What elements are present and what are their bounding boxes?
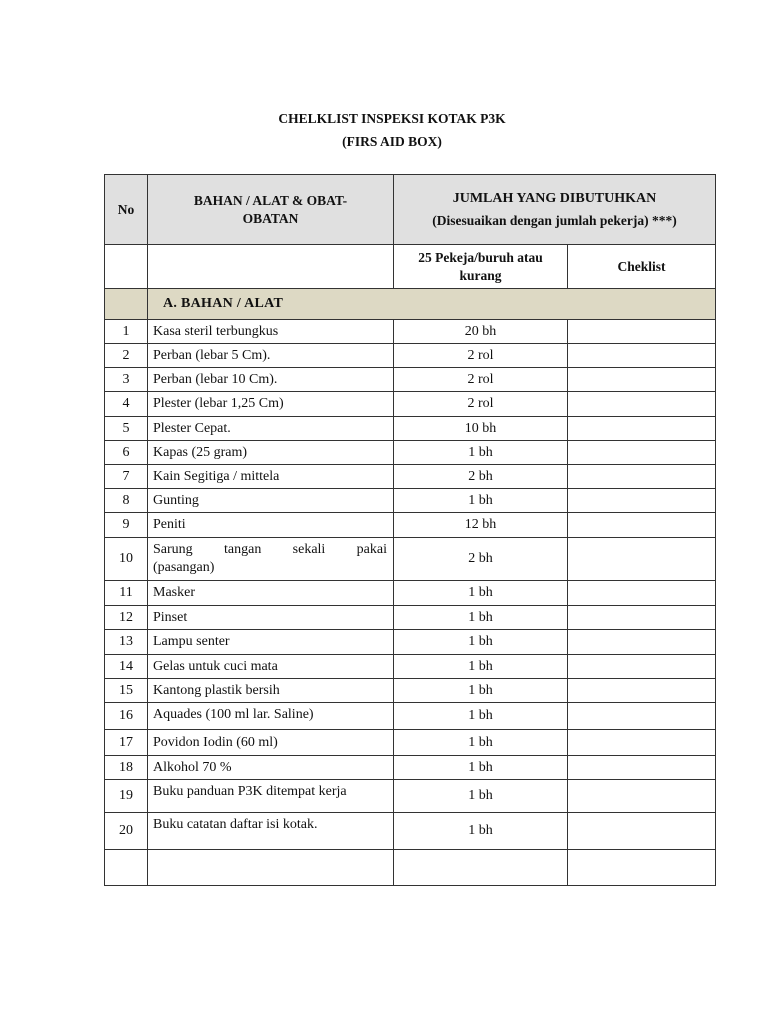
row-item: Gunting (148, 489, 394, 513)
table-row (105, 606, 716, 630)
row-no: 2 (105, 344, 148, 368)
header-no: No (105, 175, 148, 245)
row-check-cell[interactable] (568, 679, 716, 703)
table-row (105, 813, 716, 850)
table-row (105, 392, 716, 417)
row-item: Buku panduan P3K ditempat kerja (148, 780, 394, 813)
section-empty-no (105, 289, 148, 320)
row-qty: 1 bh (394, 606, 568, 630)
row-qty: 1 bh (394, 756, 568, 780)
table-row (105, 441, 716, 465)
row-qty: 1 bh (394, 655, 568, 679)
row-qty: 1 bh (394, 703, 568, 730)
row-item: Masker (148, 581, 394, 606)
row-item-word: sekali (292, 542, 326, 557)
table-row (105, 581, 716, 606)
row-item: Pinset (148, 606, 394, 630)
header-required-note: (Disesuaikan dengan jumlah pekerja) ***) (432, 212, 677, 228)
row-check-cell[interactable] (568, 655, 716, 679)
row-item: Buku catatan daftar isi kotak. (148, 813, 394, 850)
document-title-block (0, 107, 768, 153)
header-required (394, 175, 716, 245)
subheader-empty-item (148, 245, 394, 289)
table-row (105, 417, 716, 441)
row-no: 4 (105, 392, 148, 417)
row-item: Perban (lebar 5 Cm). (148, 344, 394, 368)
row-item: Kasa steril terbungkus (148, 320, 394, 344)
row-no: 8 (105, 489, 148, 513)
row-qty: 1 bh (394, 730, 568, 756)
header-item-line2: OBATAN (242, 210, 299, 226)
empty-cell (394, 850, 568, 886)
table-row-empty (105, 850, 716, 886)
row-item: Kapas (25 gram) (148, 441, 394, 465)
section-a-label: A. BAHAN / ALAT (148, 289, 716, 320)
table-row (105, 368, 716, 392)
table-row (105, 630, 716, 655)
empty-cell (105, 850, 148, 886)
row-no: 14 (105, 655, 148, 679)
subheader-empty-no (105, 245, 148, 289)
table-row (105, 703, 716, 730)
row-check-cell[interactable] (568, 441, 716, 465)
row-qty: 20 bh (394, 320, 568, 344)
document-title: CHELKLIST INSPEKSI KOTAK P3K (278, 111, 506, 126)
row-item: Peniti (148, 513, 394, 538)
row-item-word: tangan (224, 542, 262, 557)
row-check-cell[interactable] (568, 630, 716, 655)
row-check-cell[interactable] (568, 489, 716, 513)
row-item: Plester (lebar 1,25 Cm) (148, 392, 394, 417)
row-check-cell[interactable] (568, 320, 716, 344)
row-item: Alkohol 70 % (148, 756, 394, 780)
row-item: Povidon Iodin (60 ml) (148, 730, 394, 756)
table-row (105, 320, 716, 344)
row-check-cell[interactable] (568, 606, 716, 630)
table-row (105, 655, 716, 679)
row-no: 7 (105, 465, 148, 489)
row-qty: 12 bh (394, 513, 568, 538)
row-no: 9 (105, 513, 148, 538)
table-row (105, 756, 716, 780)
section-row (105, 289, 716, 320)
row-check-cell[interactable] (568, 538, 716, 581)
table-subheader-row (105, 245, 716, 289)
table-row (105, 730, 716, 756)
row-qty: 2 bh (394, 465, 568, 489)
row-check-cell[interactable] (568, 780, 716, 813)
document-subtitle: (FIRS AID BOX) (342, 134, 442, 149)
row-qty: 1 bh (394, 813, 568, 850)
row-qty: 2 bh (394, 538, 568, 581)
row-qty: 2 rol (394, 344, 568, 368)
row-no: 1 (105, 320, 148, 344)
subheader-workers-line1: 25 Pekeja/buruh atau (418, 249, 543, 265)
row-no: 20 (105, 813, 148, 850)
row-check-cell[interactable] (568, 581, 716, 606)
row-qty: 1 bh (394, 581, 568, 606)
row-item: Plester Cepat. (148, 417, 394, 441)
row-no: 3 (105, 368, 148, 392)
row-item: Lampu senter (148, 630, 394, 655)
row-no: 11 (105, 581, 148, 606)
table-row (105, 344, 716, 368)
table-row (105, 465, 716, 489)
row-no: 10 (105, 538, 148, 581)
row-qty: 2 rol (394, 392, 568, 417)
row-qty: 1 bh (394, 489, 568, 513)
row-item: Kain Segitiga / mittela (148, 465, 394, 489)
row-item-word: Sarung (153, 542, 193, 557)
row-item-line1 (153, 541, 387, 559)
row-qty: 1 bh (394, 441, 568, 465)
subheader-checklist: Cheklist (568, 245, 716, 289)
row-check-cell[interactable] (568, 344, 716, 368)
empty-cell[interactable] (568, 850, 716, 886)
row-qty: 10 bh (394, 417, 568, 441)
row-check-cell[interactable] (568, 465, 716, 489)
row-check-cell[interactable] (568, 368, 716, 392)
row-item: Aquades (100 ml lar. Saline) (148, 703, 394, 730)
row-check-cell[interactable] (568, 730, 716, 756)
subheader-workers-line2: kurang (459, 267, 502, 283)
table-row (105, 780, 716, 813)
row-qty: 1 bh (394, 630, 568, 655)
row-qty: 1 bh (394, 780, 568, 813)
row-check-cell[interactable] (568, 813, 716, 850)
table-row (105, 538, 716, 581)
row-no: 18 (105, 756, 148, 780)
row-item-word: pakai (356, 542, 387, 557)
table-row (105, 513, 716, 538)
row-item (148, 538, 394, 581)
row-no: 17 (105, 730, 148, 756)
row-no: 13 (105, 630, 148, 655)
row-no: 16 (105, 703, 148, 730)
row-item: Kantong plastik bersih (148, 679, 394, 703)
row-check-cell[interactable] (568, 417, 716, 441)
table-row (105, 679, 716, 703)
row-qty: 1 bh (394, 679, 568, 703)
row-qty: 2 rol (394, 368, 568, 392)
row-check-cell[interactable] (568, 392, 716, 417)
header-item-line1: BAHAN / ALAT & OBAT- (193, 192, 348, 208)
table-row (105, 489, 716, 513)
empty-cell (148, 850, 394, 886)
row-check-cell[interactable] (568, 703, 716, 730)
table-header-row (105, 175, 716, 245)
row-check-cell[interactable] (568, 756, 716, 780)
row-no: 5 (105, 417, 148, 441)
header-required-title: JUMLAH YANG DIBUTUHKAN (452, 190, 657, 206)
row-check-cell[interactable] (568, 513, 716, 538)
checklist-table (104, 174, 716, 886)
row-item: Gelas untuk cuci mata (148, 655, 394, 679)
row-item: Perban (lebar 10 Cm). (148, 368, 394, 392)
row-no: 12 (105, 606, 148, 630)
subheader-workers (394, 245, 568, 289)
header-item (148, 175, 394, 245)
row-no: 15 (105, 679, 148, 703)
row-item-line2: (pasangan) (153, 560, 215, 575)
row-no: 6 (105, 441, 148, 465)
row-no: 19 (105, 780, 148, 813)
